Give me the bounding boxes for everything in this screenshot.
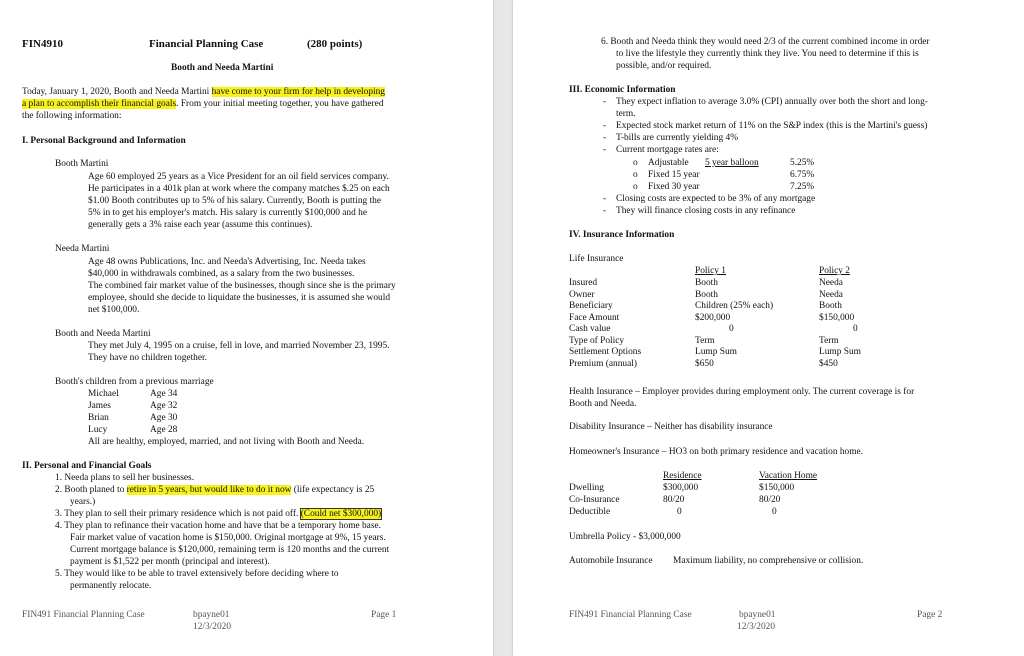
- goal-1: 1. Needa plans to sell her businesses.: [55, 473, 195, 483]
- goal-5-line: 5. They would like to be able to travel extensively before deciding where to: [55, 569, 339, 579]
- umbrella-policy: Umbrella Policy - $3,000,000: [569, 532, 681, 542]
- life-row-label: Settlement Options: [569, 347, 642, 357]
- bullet-dash: -: [603, 121, 607, 131]
- homeowner-insurance: Homeowner's Insurance – HO3 on both primary residence and vacation home.: [569, 447, 864, 457]
- intro-line-3: the following information:: [22, 111, 122, 121]
- home-row-label: Co-Insurance: [569, 495, 620, 505]
- policy-1-header: Policy 1: [695, 266, 726, 276]
- footer-left: FIN491 Financial Planning Case: [22, 610, 145, 620]
- life-row-label: Owner: [569, 289, 595, 300]
- health-insurance-line-1: Health Insurance – Employer provides during employment only. The current coverage is for: [569, 387, 915, 397]
- footer-page: Page 2: [917, 610, 943, 620]
- home-row-label: Dwelling: [569, 483, 604, 493]
- home-row-residence: 0: [677, 507, 682, 517]
- life-row-policy-2: Booth: [819, 301, 842, 311]
- page-1: [0, 0, 493, 656]
- life-row-label: Beneficiary: [569, 301, 613, 311]
- home-row-residence: $300,000: [663, 483, 699, 493]
- circle-bullet: o: [633, 182, 638, 192]
- footer-author: bpayne01: [193, 610, 230, 620]
- economic-bullet: Expected stock market return of 11% on the S&P index (this is the Martini's guess): [616, 121, 928, 131]
- life-row-label: Face Amount: [569, 312, 620, 323]
- needa-line: The combined fair market value of the businesses, though since she is the primary: [88, 281, 396, 291]
- goal-3: 3. They plan to sell their primary residence which is not paid off. (Could net $300,000): [55, 509, 382, 519]
- child-age: Age 34: [150, 389, 178, 399]
- couple-line: They met July 4, 1995 on a cruise, fell in love, and married November 23, 1995.: [88, 341, 390, 351]
- life-row-policy-1: Booth: [695, 289, 718, 300]
- intro-line-2: a plan to accomplish their financial goals. From your initial meeting together, you have gathered: [22, 99, 384, 109]
- goal-2: 2. Booth planed to retire in 5 years, but would like to do it now (life expectancy is 25: [55, 485, 375, 495]
- life-row-policy-1: Children (25% each): [695, 301, 774, 311]
- life-row-policy-2: $150,000: [819, 312, 855, 323]
- footer-date: 12/3/2020: [193, 622, 232, 632]
- home-row-vacation: $150,000: [759, 483, 795, 493]
- life-row-label: Insured: [569, 278, 598, 288]
- life-row-policy-2: 0: [853, 324, 858, 334]
- goal-3-boxed: (Could net $300,000): [300, 509, 382, 519]
- section-4-heading: IV. Insurance Information: [569, 230, 675, 240]
- disability-insurance: Disability Insurance – Neither has disability insurance: [569, 422, 773, 432]
- intro-highlight-2: a plan to accomplish their financial goals: [22, 99, 177, 109]
- life-row-label: Premium (annual): [569, 358, 637, 369]
- booth-line: generally gets a 3% raise each year (assume this continues).: [88, 220, 313, 230]
- couple-line: They have no children together.: [88, 353, 207, 363]
- home-row-residence: 80/20: [663, 495, 685, 505]
- bullet-dash: -: [603, 145, 607, 155]
- page-title: Financial Planning Case: [149, 38, 264, 50]
- course-code: FIN4910: [22, 38, 63, 50]
- needa-name: Needa Martini: [55, 244, 110, 254]
- rate-label: Fixed 15 year: [648, 170, 700, 180]
- economic-bullet: They will finance closing costs in any refinance: [616, 206, 796, 216]
- auto-insurance-value: Maximum liability, no comprehensive or collision.: [673, 556, 864, 566]
- page-2: [513, 0, 1024, 656]
- goal-4-line: payment is $1,522 per month (principal and interest).: [70, 557, 270, 567]
- child-age: Age 28: [150, 425, 178, 435]
- life-row-policy-1: Booth: [695, 278, 718, 288]
- life-row-policy-1: Lump Sum: [695, 347, 737, 357]
- life-row-label: Cash value: [569, 324, 611, 334]
- bullet-dash: -: [603, 206, 607, 216]
- economic-bullet: term.: [616, 109, 636, 119]
- booth-line: 5% in to get his employer's match. His salary is currently $100,000 and he: [88, 208, 367, 218]
- rate-value: 5.25%: [790, 158, 815, 168]
- home-row-vacation: 0: [772, 507, 777, 517]
- bullet-dash: -: [603, 194, 607, 204]
- goal-2-highlight: retire in 5 years, but would like to do it now: [126, 485, 292, 495]
- footer-date: 12/3/2020: [737, 622, 776, 632]
- child-name: Lucy: [88, 425, 108, 435]
- life-row-policy-2: Needa: [819, 278, 843, 288]
- section-1-heading: I. Personal Background and Information: [22, 136, 186, 146]
- economic-bullet: T-bills are currently yielding 4%: [616, 133, 739, 143]
- child-name: James: [88, 401, 111, 411]
- life-row-policy-2: Term: [819, 335, 839, 346]
- child-age: Age 32: [150, 401, 178, 411]
- home-row-label: Deductible: [569, 507, 611, 517]
- subtitle: Booth and Needa Martini: [171, 63, 274, 73]
- goal-2-line-2: years.): [70, 497, 96, 507]
- rate-label: Adjustable: [648, 158, 689, 168]
- life-row-policy-1: Term: [695, 335, 715, 346]
- booth-line: Age 60 employed 25 years as a Vice President for an oil field services company.: [88, 172, 389, 182]
- economic-bullet: Closing costs are expected to be 3% of any mortgage: [616, 194, 816, 204]
- bullet-dash: -: [603, 133, 607, 143]
- goal-6-line: 6. Booth and Needa think they would need 2/3 of the current combined income in order: [601, 37, 930, 47]
- child-age: Age 30: [150, 413, 178, 423]
- goal-4-line: 4. They plan to refinance their vacation home and have that be a temporary home base.: [55, 521, 382, 531]
- footer-left: FIN491 Financial Planning Case: [569, 610, 692, 620]
- intro-line-1: Today, January 1, 2020, Booth and Needa Martini have come to your firm for help in developing: [22, 87, 385, 97]
- life-insurance-heading: Life Insurance: [569, 254, 624, 264]
- auto-insurance-label: Automobile Insurance: [569, 556, 653, 566]
- economic-bullet: Current mortgage rates are:: [616, 145, 719, 155]
- needa-line: employee, should she decide to liquidate the businesses, it is assumed she would: [88, 293, 391, 303]
- life-row-policy-1: 0: [729, 324, 734, 334]
- needa-line: $40,000 in withdrawals combined, as a salary from the two businesses.: [88, 269, 355, 279]
- goal-4-line: Fair market value of vacation home is $150,000. Original mortgage at 9%, 15 years.: [70, 533, 386, 543]
- goal-6-line: to live the lifestyle they currently think they live. You need to determine if this is: [616, 49, 919, 59]
- vacation-home-header: Vacation Home: [759, 471, 818, 481]
- needa-line: net $100,000.: [88, 305, 140, 315]
- home-row-vacation: 80/20: [759, 495, 781, 505]
- goal-6-line: possible, and/or required.: [616, 61, 712, 71]
- intro-highlight-1: have come to your firm for help in developing: [211, 87, 385, 97]
- booth-line: He participates in a 401k plan at work where the company matches $.25 on each: [88, 184, 390, 194]
- footer-author: bpayne01: [739, 610, 776, 620]
- health-insurance-line-2: Booth and Needa.: [569, 399, 637, 409]
- life-row-policy-2: Lump Sum: [819, 347, 861, 357]
- life-row-label: Type of Policy: [569, 335, 625, 346]
- circle-bullet: o: [633, 170, 638, 180]
- booth-line: $1.00 Booth contributes up to 5% of his salary. Currently, Booth is putting the: [88, 196, 382, 206]
- needa-line: Age 48 owns Publications, Inc. and Needa's Advertising, Inc. Needa takes: [88, 257, 366, 267]
- footer-page: Page 1: [371, 610, 397, 620]
- life-row-policy-2: Needa: [819, 289, 843, 300]
- booth-name: Booth Martini: [55, 159, 109, 169]
- rate-value: 7.25%: [790, 182, 815, 192]
- rate-term: 5 year balloon: [705, 158, 759, 168]
- bullet-dash: -: [603, 97, 607, 107]
- life-row-policy-2: $450: [819, 358, 838, 369]
- circle-bullet: o: [633, 158, 638, 168]
- goal-5-line: permanently relocate.: [70, 581, 152, 591]
- children-note: All are healthy, employed, married, and not living with Booth and Needa.: [88, 437, 365, 447]
- policy-2-header: Policy 2: [819, 266, 850, 276]
- section-3-heading: III. Economic Information: [569, 85, 676, 95]
- couple-name: Booth and Needa Martini: [55, 329, 151, 339]
- economic-bullet: They expect inflation to average 3.0% (CPI) annually over both the short and long-: [616, 97, 928, 107]
- life-row-policy-1: $650: [695, 358, 714, 369]
- child-name: Brian: [88, 413, 109, 423]
- rate-value: 6.75%: [790, 170, 815, 180]
- points: (280 points): [307, 38, 363, 50]
- children-heading: Booth's children from a previous marriage: [55, 377, 214, 387]
- rate-label: Fixed 30 year: [648, 182, 700, 192]
- child-name: Michael: [88, 389, 119, 399]
- section-2-heading: II. Personal and Financial Goals: [22, 461, 152, 471]
- goal-4-line: Current mortgage balance is $120,000, remaining term is 120 months and the current: [70, 545, 390, 555]
- residence-header: Residence: [663, 471, 702, 481]
- life-row-policy-1: $200,000: [695, 312, 731, 323]
